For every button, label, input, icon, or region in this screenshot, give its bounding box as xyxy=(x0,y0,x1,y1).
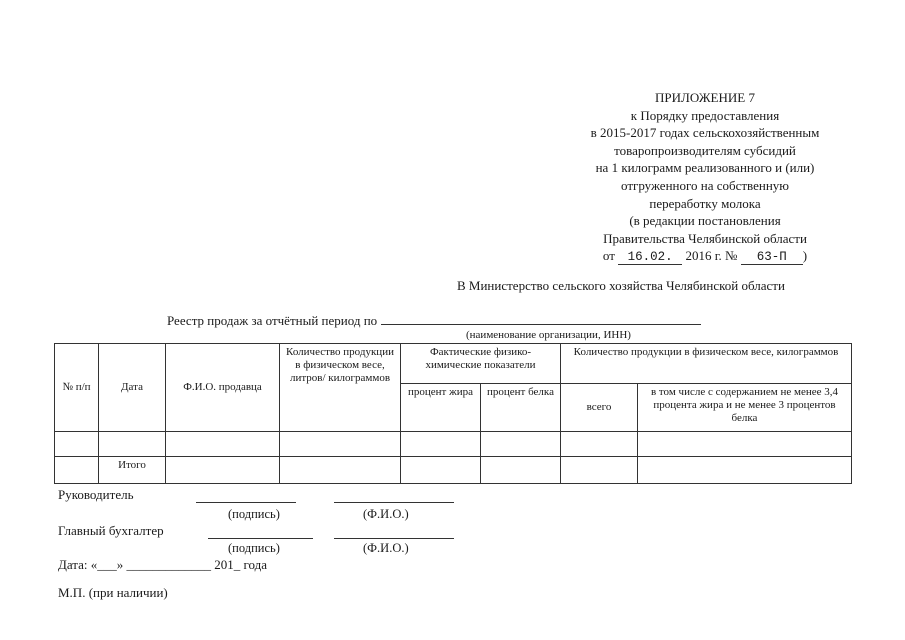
appendix-line: в 2015-2017 годах сельскохозяйственным xyxy=(590,125,820,141)
header-including: в том числе с содержанием не менее 3,4 процента жира и не менее 3 процентов белка xyxy=(638,384,852,432)
ministry-addressee: В Министерство сельского хозяйства Челябинской области xyxy=(457,278,785,293)
table-cell xyxy=(99,432,166,457)
header-quantity-physical: Количество продукции в физическом весе, литров/ килограммов xyxy=(280,344,401,432)
table-cell xyxy=(401,432,481,457)
appendix-block xyxy=(560,89,850,265)
header-seller: Ф.И.О. продавца xyxy=(166,344,280,432)
accountant-signature-caption: (подпись) xyxy=(228,541,280,555)
head-signature-caption: (подпись) xyxy=(228,507,280,521)
header-fat-percent: процент жира xyxy=(401,384,481,432)
appendix-line: товаропроизводителям субсидий xyxy=(614,142,796,158)
closing-paren: ) xyxy=(802,248,808,264)
header-date: Дата xyxy=(99,344,166,432)
stamp-note: М.П. (при наличии) xyxy=(58,585,168,600)
header-total: всего xyxy=(561,384,638,432)
total-row-label: Итого xyxy=(99,457,166,484)
head-signature-line xyxy=(196,502,296,503)
accountant-name-caption: (Ф.И.О.) xyxy=(363,541,409,555)
registry-title-line xyxy=(167,312,701,329)
head-label: Руководитель xyxy=(58,487,134,502)
table-cell xyxy=(166,457,280,484)
accountant-signature-line xyxy=(208,538,313,539)
date-prefix: от xyxy=(602,248,615,264)
appendix-title: ПРИЛОЖЕНИЕ 7 xyxy=(655,90,755,105)
resolution-date-value: 16.02. xyxy=(618,250,682,265)
registry-table xyxy=(54,343,852,484)
table-cell xyxy=(638,432,852,457)
appendix-line: переработку молока xyxy=(649,195,761,211)
table-cell xyxy=(638,457,852,484)
table-row-total xyxy=(55,457,852,484)
table-cell xyxy=(481,432,561,457)
header-protein-percent: процент белка xyxy=(481,384,561,432)
year-text: 2016 г. № xyxy=(685,248,738,264)
head-name-caption: (Ф.И.О.) xyxy=(363,507,409,521)
table-cell xyxy=(280,432,401,457)
table-row xyxy=(55,432,852,457)
appendix-line: (в редакции постановления xyxy=(629,213,781,229)
table-cell xyxy=(166,432,280,457)
organization-caption: (наименование организации, ИНН) xyxy=(466,329,631,341)
table-cell xyxy=(561,432,638,457)
table-cell xyxy=(481,457,561,484)
appendix-line: к Порядку предоставления xyxy=(630,107,780,123)
accountant-name-line xyxy=(334,538,454,539)
table-cell xyxy=(55,457,99,484)
table-cell xyxy=(401,457,481,484)
accountant-label: Главный бухгалтер xyxy=(58,523,164,538)
header-actual-indicators: Фактические физико-химические показатели xyxy=(401,344,561,384)
appendix-line: отгруженного на собственную xyxy=(620,177,790,193)
registry-title: Реестр продаж за отчётный период по xyxy=(167,313,378,328)
appendix-line: на 1 килограмм реализованного и (или) xyxy=(595,160,815,176)
table-cell xyxy=(55,432,99,457)
header-num: № п/п xyxy=(55,344,99,432)
resolution-date-line xyxy=(560,247,850,265)
resolution-number-value: 63-П xyxy=(741,250,803,265)
head-name-line xyxy=(334,502,454,503)
organization-name-line xyxy=(381,312,701,325)
appendix-line: Правительства Челябинской области xyxy=(603,230,807,246)
header-quantity-kg: Количество продукции в физическом весе, килограммов xyxy=(561,344,852,384)
table-cell xyxy=(280,457,401,484)
date-line: Дата: «___» _____________ 201_ года xyxy=(58,557,268,572)
table-cell xyxy=(561,457,638,484)
